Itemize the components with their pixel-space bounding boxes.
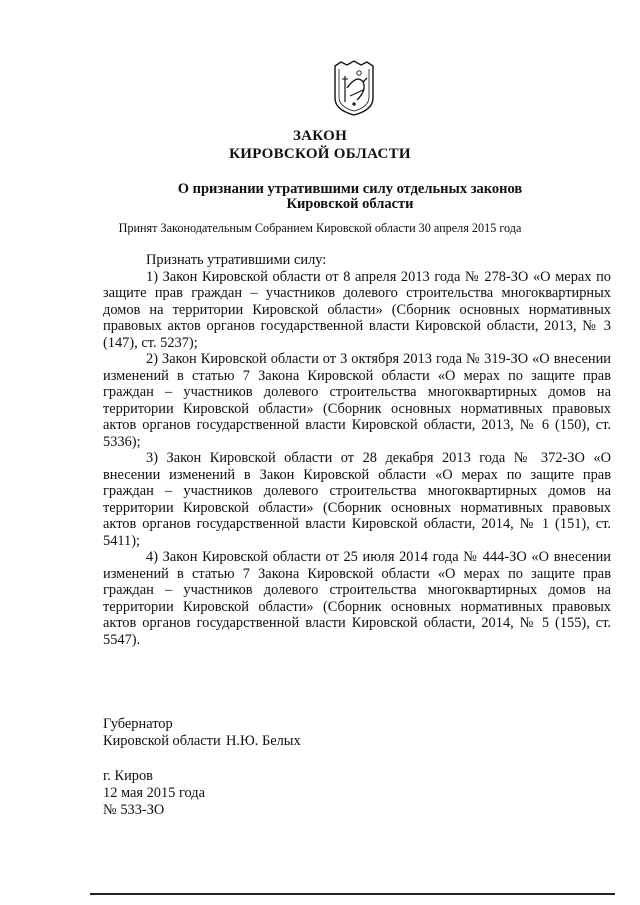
document-title: ЗАКОН bbox=[292, 128, 348, 144]
law-subject: О признании утратившими силу отдельных законов Кировской области bbox=[177, 181, 523, 212]
document-title-region: КИРОВСКОЙ ОБЛАСТИ bbox=[229, 146, 411, 162]
list-item: 3) Закон Кировской области от 28 декабря 2013 года № 372-ЗО «О внесении изменений в Закон Кировской области «О мерах по защите прав граждан – участников долевого строительства многоквартирных домов на территории Кировской области» (Сборник основных нормативных правовых актов органов государственной власти Кировской области, 2014, № 1 (151), ст. 5411); bbox=[103, 450, 611, 549]
body-intro: Признать утратившими силу: bbox=[146, 252, 327, 268]
signatory-role-line: Кировской области bbox=[103, 733, 221, 749]
law-body bbox=[103, 252, 611, 648]
signatory-role-line: Губернатор bbox=[103, 716, 173, 732]
law-number: № 533-ЗО bbox=[103, 802, 165, 818]
list-item: 2) Закон Кировской области от 3 октября 2013 года № 319-ЗО «О внесении изменений в статью 7 Закона Кировской области «О мерах по защите прав граждан – участников долевого строительства многоквартирных домов на территории Кировской области» (Сборник основных нормативных правовых актов органов государственной власти Кировской области, 2013, № 6 (150), ст. 5336); bbox=[103, 351, 611, 450]
city: г. Киров bbox=[103, 768, 153, 784]
list-item: 1) Закон Кировской области от 8 апреля 2013 года № 278-ЗО «О мерах по защите прав граждан – участников долевого строительства многоквартирных домов на территории Кировской области» (Сборник основных нормативных правовых актов органов государственной власти Кировской области, 2013, № 3 (147), ст. 5237); bbox=[103, 268, 611, 351]
adoption-line: Принят Законодательным Собранием Кировской области 30 апреля 2015 года bbox=[118, 221, 522, 235]
signatory-role bbox=[103, 716, 221, 750]
signatory-name: Н.Ю. Белых bbox=[226, 733, 301, 749]
signing-date: 12 мая 2015 года bbox=[103, 785, 206, 801]
place-and-date bbox=[103, 768, 205, 819]
list-item: 4) Закон Кировской области от 25 июля 2014 года № 444-ЗО «О внесении изменений в статью 7 Закона Кировской области «О мерах по защите прав граждан – участников долевого строительства многоквартирных домов на территории Кировской области» (Сборник основных нормативных правовых актов органов государственной власти Кировской области, 2014, № 5 (155), ст. 5547). bbox=[103, 549, 611, 648]
divider bbox=[90, 893, 615, 895]
kirov-oblast-coat-of-arms-icon bbox=[333, 60, 375, 116]
